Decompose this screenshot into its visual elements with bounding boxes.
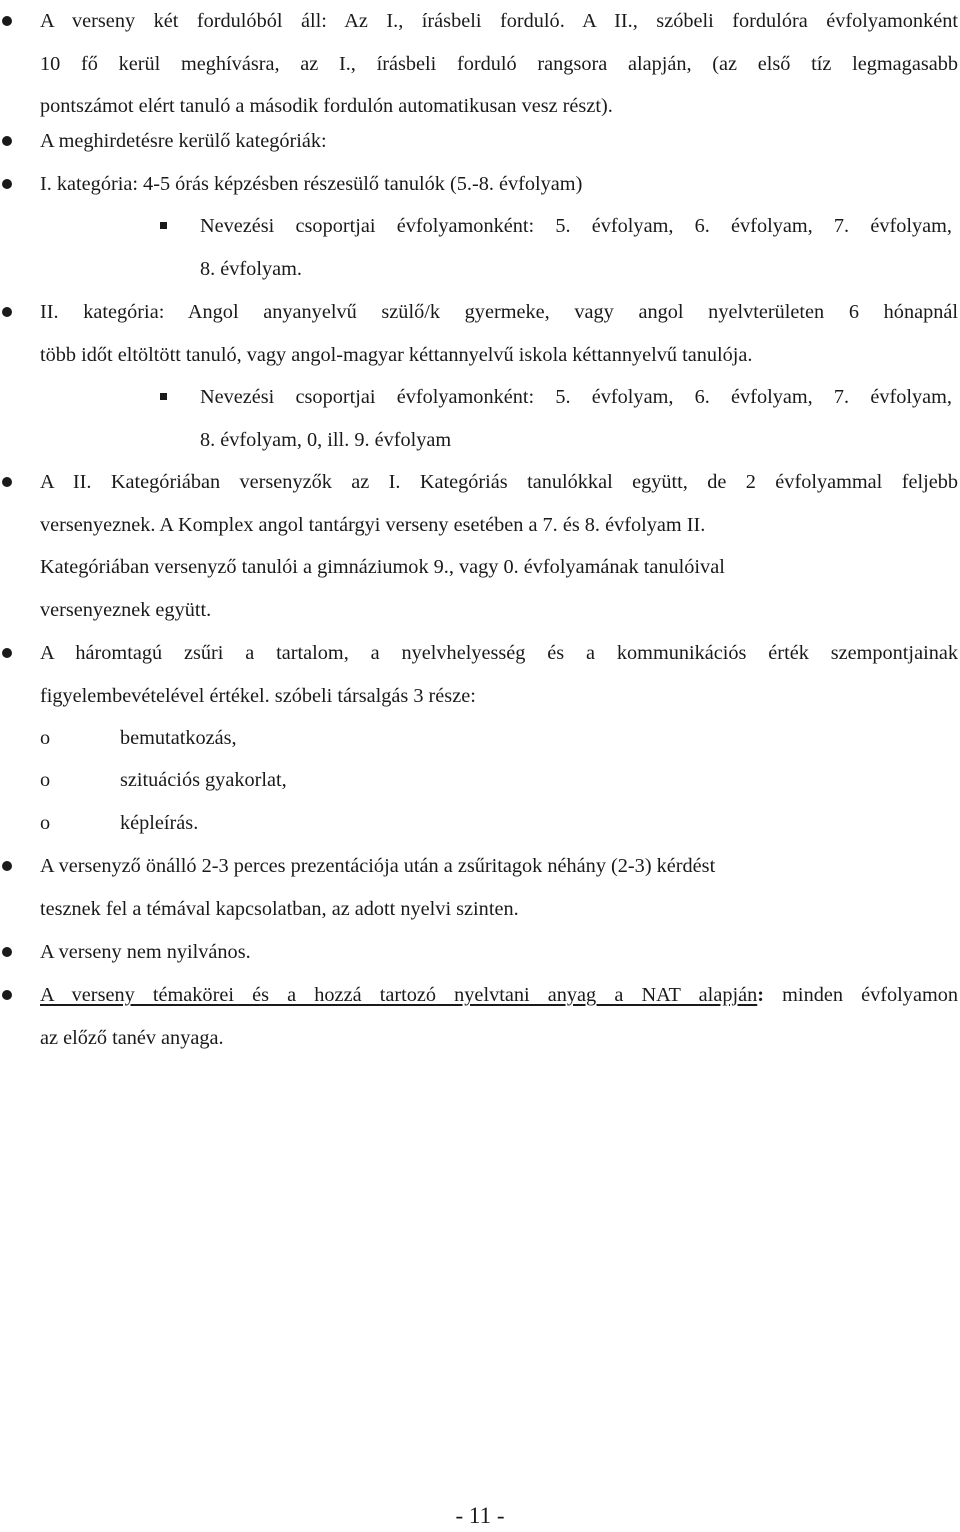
paragraph-line: I. kategória: 4-5 órás képzésben részesülő tanulók (5.-8. évfolyam): [40, 173, 583, 195]
list-item: [0, 845, 960, 930]
bold-colon: :: [757, 984, 765, 1006]
paragraph-line: Nevezési csoportjai évfolyamonként: 5. évfolyam, 6. évfolyam, 7. évfolyam,: [200, 215, 952, 237]
paragraph-line: A versenyző önálló 2-3 perces prezentációja után a zsűritagok néhány (2-3) kérdést: [40, 855, 716, 877]
list-item: [0, 632, 960, 717]
paragraph-line: 10 fő kerül meghívásra, az I., írásbeli forduló rangsora alapján, (az első tíz legmagasabb: [40, 52, 958, 75]
list-item: [0, 0, 960, 128]
paragraph-line: Nevezési csoportjai évfolyamonként: 5. évfolyam, 6. évfolyam, 7. évfolyam,: [200, 386, 952, 408]
list-item: [0, 802, 960, 845]
list-item: [0, 931, 960, 974]
list-item: [0, 376, 960, 461]
paragraph-text: minden évfolyamon: [764, 984, 959, 1006]
circle-marker: o: [40, 812, 51, 834]
list-item: [0, 974, 960, 1059]
paragraph-line: szituációs gyakorlat,: [120, 769, 287, 791]
paragraph-line: több időt eltöltött tanuló, vagy angol-magyar kéttannyelvű iskola kéttannyelvű tanulója.: [40, 343, 753, 366]
paragraph-line: A meghirdetésre kerülő kategóriák:: [40, 130, 327, 152]
paragraph-line: képleírás.: [120, 812, 199, 834]
paragraph-line: Kategóriában versenyző tanulói a gimnáziumok 9., vagy 0. évfolyamának tanulóival: [40, 556, 725, 578]
paragraph-line: figyelembevételével értékel. szóbeli társalgás 3 része:: [40, 684, 476, 707]
paragraph-line: 8. évfolyam, 0, ill. 9. évfolyam: [200, 428, 452, 451]
paragraph-line: II. kategória: Angol anyanyelvű szülő/k gyermeke, vagy angol nyelvterületen 6 hónapnál: [40, 301, 958, 323]
paragraph-line: versenyeznek. A Komplex angol tantárgyi verseny esetében a 7. és 8. évfolyam II.: [40, 513, 706, 536]
paragraph-line: versenyeznek együtt.: [40, 598, 212, 621]
circle-marker: o: [40, 727, 51, 749]
list-item: [0, 759, 960, 802]
paragraph-line: A II. Kategóriában versenyzők az I. Kategóriás tanulókkal együtt, de 2 évfolyammal feljebb: [40, 471, 958, 493]
underlined-heading: A verseny témakörei és a hozzá tartozó nyelvtani anyag a NAT alapján: [40, 984, 758, 1006]
paragraph-line: A verseny két fordulóból áll: Az I., írásbeli forduló. A II., szóbeli fordulóra évfolyamonként: [40, 10, 958, 32]
paragraph-line: A háromtagú zsűri a tartalom, a nyelvhelyesség és a kommunikációs érték szempontjainak: [40, 642, 958, 664]
paragraph-line: [40, 974, 958, 1017]
page-number-text: - 11 -: [455, 1503, 505, 1528]
list-item: [0, 291, 960, 376]
list-item: [0, 717, 960, 760]
list-item: [0, 163, 960, 206]
paragraph-line: A verseny nem nyilvános.: [40, 941, 251, 963]
paragraph-line: tesznek fel a témával kapcsolatban, az adott nyelvi szinten.: [40, 897, 519, 920]
paragraph-line: pontszámot elért tanuló a második fordulón automatikusan vesz részt).: [40, 95, 613, 117]
list-item: [0, 461, 960, 631]
circle-marker: o: [40, 769, 51, 791]
paragraph-line: bemutatkozás,: [120, 727, 237, 749]
list-item: [0, 120, 960, 163]
list-item: [0, 205, 960, 290]
paragraph-line: az előző tanév anyaga.: [40, 1026, 224, 1049]
page-number: [0, 1503, 960, 1529]
paragraph-line: 8. évfolyam.: [200, 257, 302, 280]
